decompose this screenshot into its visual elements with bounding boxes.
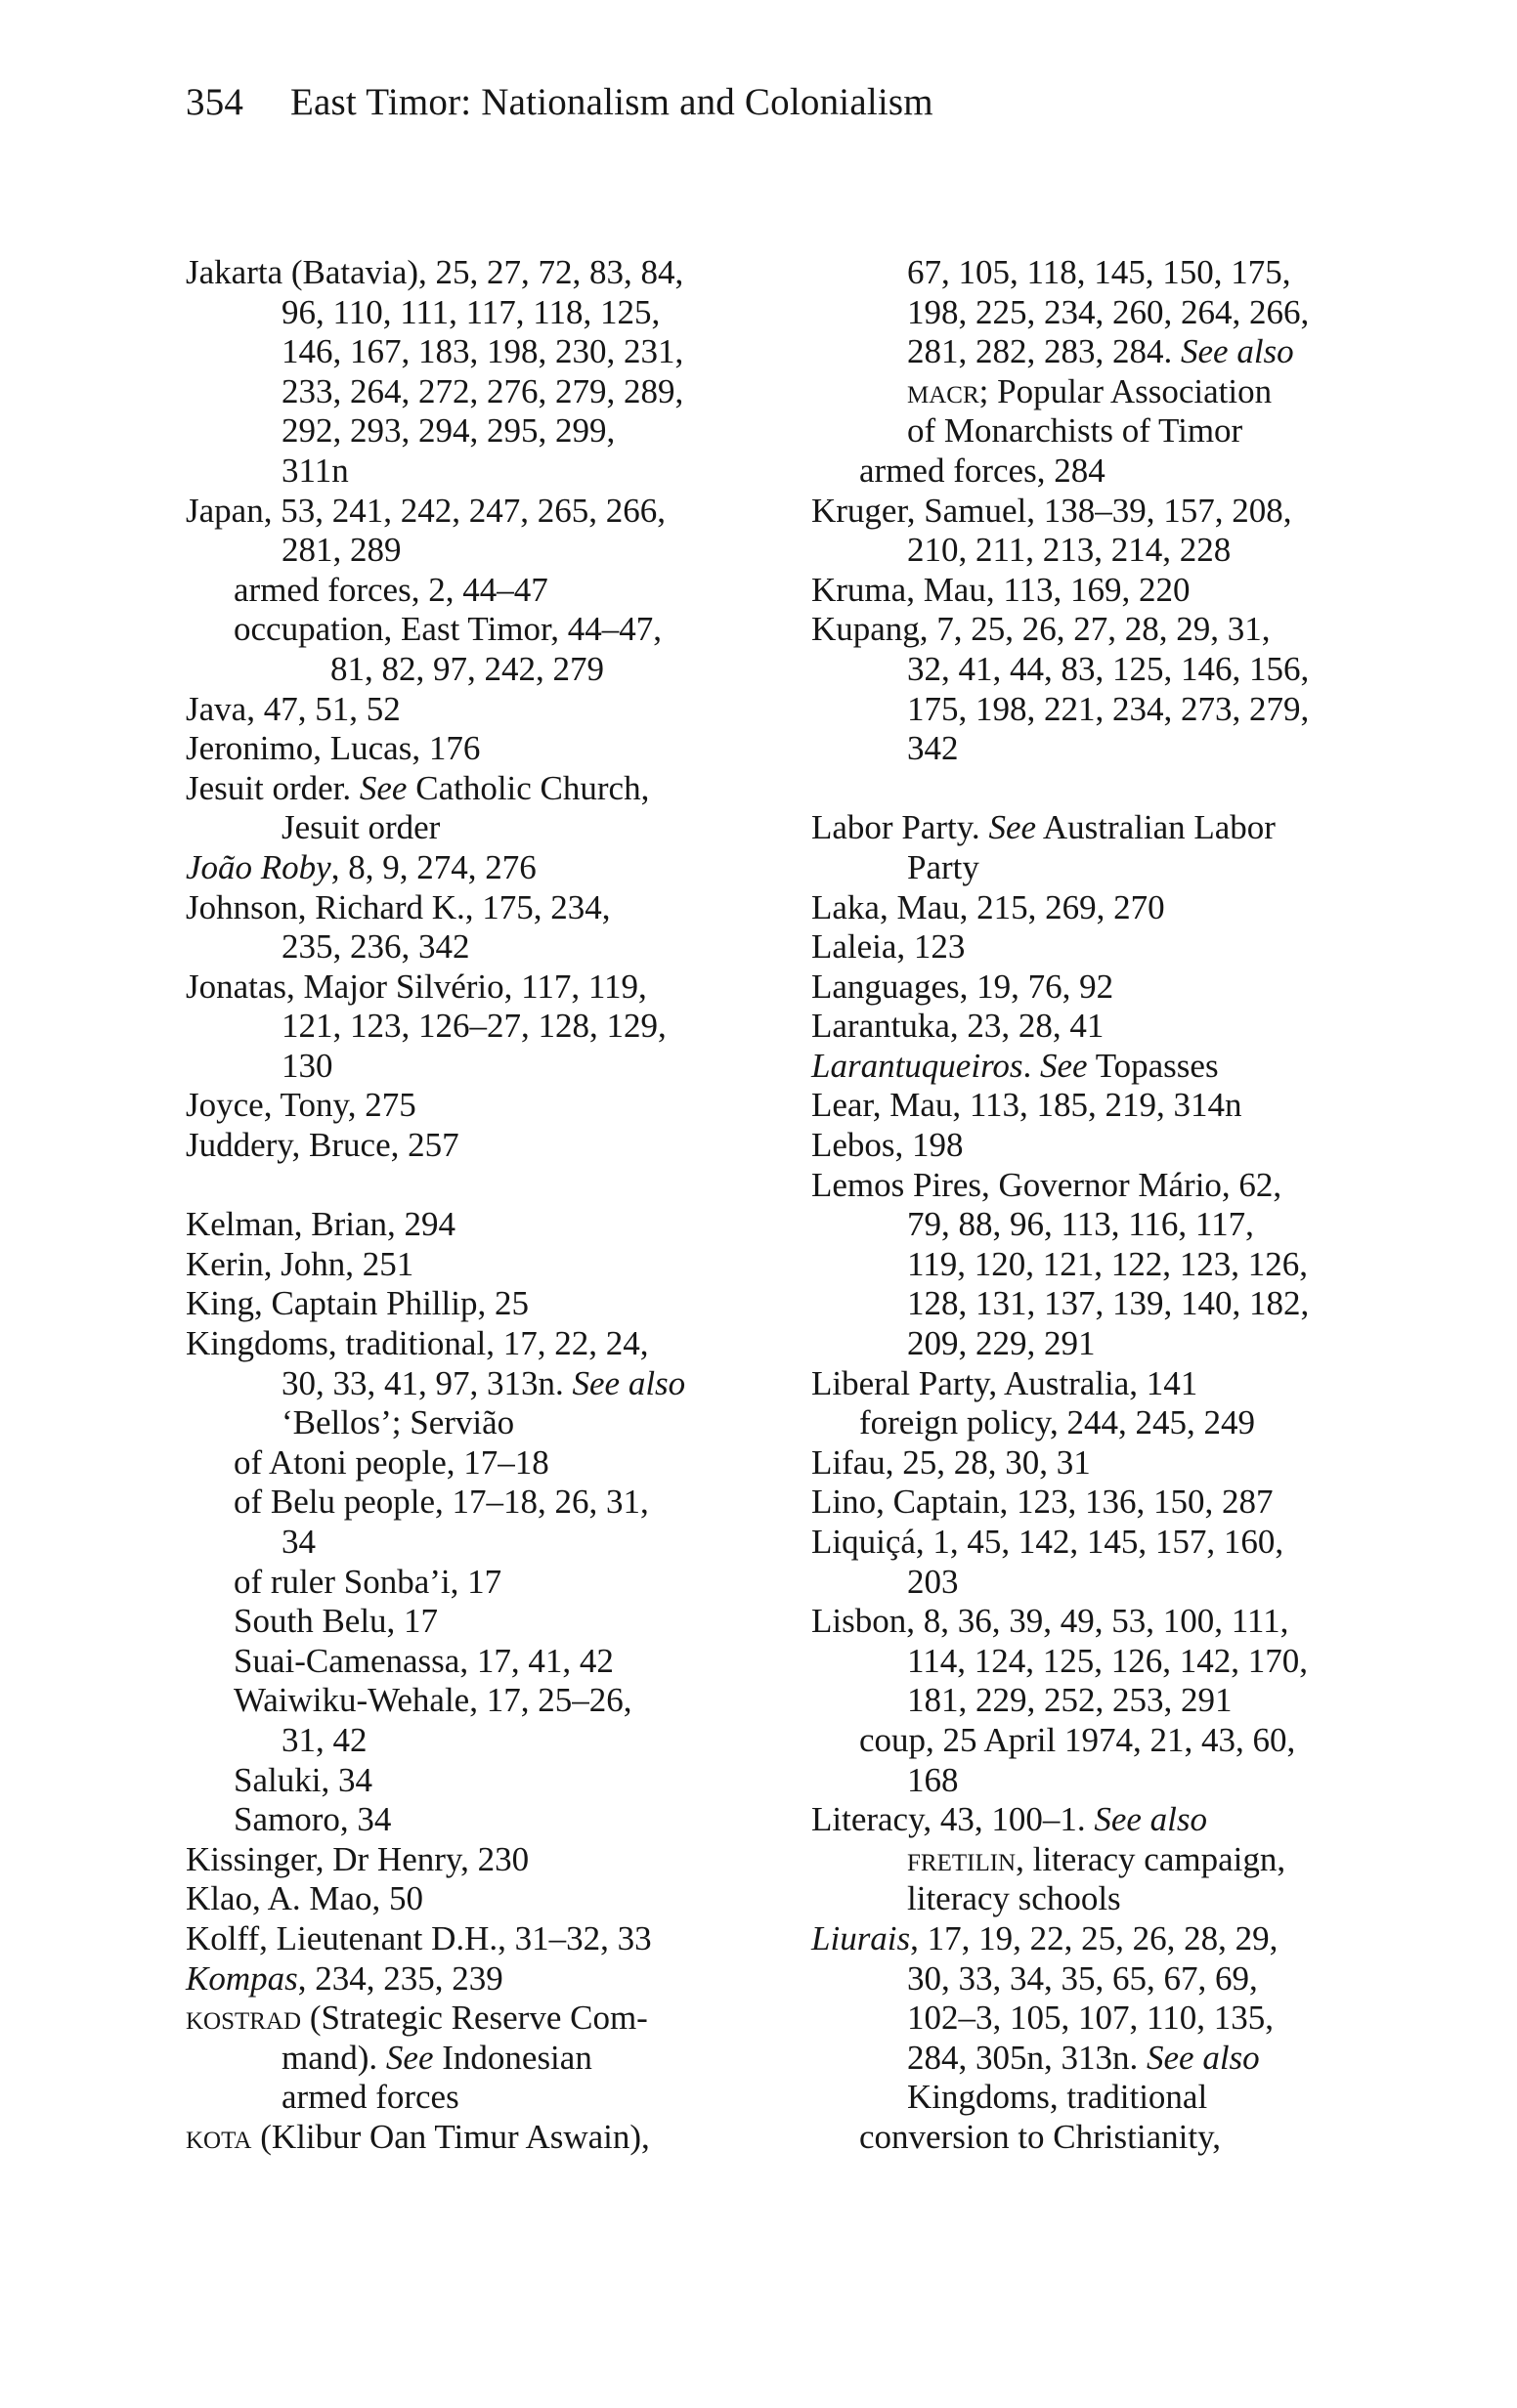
index-entry-continuation: South Belu, 17 <box>234 1602 439 1641</box>
index-entry: Juddery, Bruce, 257 <box>186 1126 459 1165</box>
index-entry-continuation: 34 <box>282 1523 316 1561</box>
index-entry-continuation: 67, 105, 118, 145, 150, 175, <box>907 253 1291 291</box>
index-entry-continuation: 175, 198, 221, 234, 273, 279, <box>907 689 1310 728</box>
index-entry-continuation: 119, 120, 121, 122, 123, 126, <box>907 1244 1308 1283</box>
index-entry: King, Captain Phillip, 25 <box>186 1284 529 1323</box>
index-entry: Lisbon, 8, 36, 39, 49, 53, 100, 111, <box>811 1602 1289 1641</box>
index-entry: Kingdoms, traditional, 17, 22, 24, <box>186 1324 649 1363</box>
index-entry-continuation: Kingdoms, traditional <box>907 2078 1208 2117</box>
index-entry: Liberal Party, Australia, 141 <box>811 1363 1198 1402</box>
index-entry: Kompas, 234, 235, 239 <box>186 1958 503 1998</box>
index-column-right <box>811 253 1359 2158</box>
index-entry: kostrad (Strategic Reserve Com- <box>186 1999 648 2038</box>
index-entry: Java, 47, 51, 52 <box>186 689 401 728</box>
index-entry: Lino, Captain, 123, 136, 150, 287 <box>811 1483 1274 1522</box>
running-header <box>186 80 933 124</box>
index-entry: Lifau, 25, 28, 30, 31 <box>811 1442 1091 1482</box>
index-entry-continuation: Waiwiku-Wehale, 17, 25–26, <box>234 1681 632 1720</box>
index-entry: Lemos Pires, Governor Mário, 62, <box>811 1165 1282 1204</box>
index-entry: Kissinger, Dr Henry, 230 <box>186 1839 530 1878</box>
index-entry-continuation: 233, 264, 272, 276, 279, 289, <box>282 371 684 410</box>
index-entry-continuation: of ruler Sonba’i, 17 <box>234 1562 502 1601</box>
index-entry: Jonatas, Major Silvério, 117, 119, <box>186 967 647 1006</box>
index-entry: Liurais, 17, 19, 22, 25, 26, 28, 29, <box>811 1918 1279 1957</box>
index-entry: Jesuit order. See Catholic Church, <box>186 768 650 807</box>
index-entry: kota (Klibur Oan Timur Aswain), <box>186 2117 650 2156</box>
index-entry: Labor Party. See Australian Labor <box>811 808 1276 847</box>
index-entry-continuation: 146, 167, 183, 198, 230, 231, <box>282 332 684 371</box>
index-entry-continuation: 281, 289 <box>282 531 402 570</box>
index-entry: Klao, A. Mao, 50 <box>186 1879 424 1918</box>
index-entry: Languages, 19, 76, 92 <box>811 967 1114 1006</box>
index-entry-continuation: mand). See Indonesian <box>282 2038 592 2077</box>
index-entry-continuation: 209, 229, 291 <box>907 1324 1096 1363</box>
index-entry: Larantuka, 23, 28, 41 <box>811 1007 1105 1046</box>
index-entry-continuation: of Belu people, 17–18, 26, 31, <box>234 1483 649 1522</box>
index-entry-continuation: armed forces, 284 <box>859 451 1105 490</box>
index-column-left <box>186 253 733 2158</box>
section-gap <box>811 769 1359 809</box>
index-entry-continuation: macr; Popular Association <box>907 371 1273 410</box>
index-entry-continuation: 292, 293, 294, 295, 299, <box>282 411 616 451</box>
index-entry: João Roby, 8, 9, 274, 276 <box>186 847 537 886</box>
index-entry-continuation: occupation, East Timor, 44–47, <box>234 610 663 649</box>
section-gap <box>186 1166 733 1206</box>
index-entry-continuation: 30, 33, 34, 35, 65, 67, 69, <box>907 1958 1258 1998</box>
index-entry: Liquiçá, 1, 45, 142, 145, 157, 160, <box>811 1523 1284 1561</box>
index-entry: Lebos, 198 <box>811 1126 964 1165</box>
index-entry-continuation: 311n <box>282 451 349 490</box>
book-title: East Timor: Nationalism and Colonialism <box>290 81 933 123</box>
index-entry-continuation: literacy schools <box>907 1879 1121 1918</box>
index-entry-continuation: foreign policy, 244, 245, 249 <box>859 1403 1256 1442</box>
index-entry: Japan, 53, 241, 242, 247, 265, 266, <box>186 491 666 530</box>
index-entry-continuation: Samoro, 34 <box>234 1800 392 1839</box>
index-entry-continuation: 96, 110, 111, 117, 118, 125, <box>282 292 661 331</box>
index-entry-continuation: ‘Bellos’; Servião <box>282 1403 515 1442</box>
index-entry-continuation: 168 <box>907 1760 959 1799</box>
index-entry: Kolff, Lieutenant D.H., 31–32, 33 <box>186 1918 652 1957</box>
index-entry: Literacy, 43, 100–1. See also <box>811 1800 1207 1839</box>
index-entry-continuation: 181, 229, 252, 253, 291 <box>907 1681 1233 1720</box>
index-entry-continuation: 198, 225, 234, 260, 264, 266, <box>907 292 1310 331</box>
index-entry-continuation: Jesuit order <box>282 808 441 847</box>
index-entry-continuation: of Atoni people, 17–18 <box>234 1442 549 1482</box>
index-entry-continuation: 31, 42 <box>282 1720 368 1759</box>
index-entry-continuation: 81, 82, 97, 242, 279 <box>330 649 604 688</box>
index-entry-continuation: 79, 88, 96, 113, 116, 117, <box>907 1205 1254 1244</box>
index-entry-continuation: Saluki, 34 <box>234 1760 372 1799</box>
index-entry-continuation: fretilin, literacy campaign, <box>907 1839 1286 1878</box>
index-entry-continuation: 102–3, 105, 107, 110, 135, <box>907 1999 1274 2038</box>
index-entry: Kupang, 7, 25, 26, 27, 28, 29, 31, <box>811 610 1271 649</box>
index-entry-continuation: 130 <box>282 1046 333 1085</box>
index-entry: Jeronimo, Lucas, 176 <box>186 729 481 768</box>
index-entry: Kerin, John, 251 <box>186 1244 414 1283</box>
index-entry-continuation: coup, 25 April 1974, 21, 43, 60, <box>859 1720 1296 1759</box>
index-entry-continuation: 284, 305n, 313n. See also <box>907 2038 1260 2077</box>
index-entry-continuation: armed forces <box>282 2078 459 2117</box>
page-number: 354 <box>186 81 244 123</box>
index-entry-continuation: 128, 131, 137, 139, 140, 182, <box>907 1284 1310 1323</box>
index-entry-continuation: armed forces, 2, 44–47 <box>234 570 548 609</box>
index-entry-continuation: 342 <box>907 729 959 768</box>
index-entry: Kruma, Mau, 113, 169, 220 <box>811 570 1191 609</box>
index-entry-continuation: 210, 211, 213, 214, 228 <box>907 531 1232 570</box>
index-entry-continuation: 281, 282, 283, 284. See also <box>907 332 1294 371</box>
index-entry-continuation: 121, 123, 126–27, 128, 129, <box>282 1007 667 1046</box>
index-entry-continuation: Suai-Camenassa, 17, 41, 42 <box>234 1641 614 1680</box>
index-entry: Joyce, Tony, 275 <box>186 1086 416 1125</box>
index-entry: Jakarta (Batavia), 25, 27, 72, 83, 84, <box>186 253 684 291</box>
index-entry-continuation: 235, 236, 342 <box>282 927 470 967</box>
index-entry-continuation: 114, 124, 125, 126, 142, 170, <box>907 1641 1308 1680</box>
index-entry: Kruger, Samuel, 138–39, 157, 208, <box>811 491 1292 530</box>
index-entry-continuation: 203 <box>907 1562 959 1601</box>
index-entry: Johnson, Richard K., 175, 234, <box>186 887 611 926</box>
index-entry: Laka, Mau, 215, 269, 270 <box>811 887 1165 926</box>
index-entry: Larantuqueiros. See Topasses <box>811 1046 1219 1085</box>
index-entry-continuation: 32, 41, 44, 83, 125, 146, 156, <box>907 649 1310 688</box>
index-entry-continuation: of Monarchists of Timor <box>907 411 1243 451</box>
index-entry: Lear, Mau, 113, 185, 219, 314n <box>811 1086 1242 1125</box>
index-entry-continuation: conversion to Christianity, <box>859 2117 1222 2156</box>
index-entry: Laleia, 123 <box>811 927 966 967</box>
index-entry-continuation: 30, 33, 41, 97, 313n. See also <box>282 1363 686 1402</box>
index-entry: Kelman, Brian, 294 <box>186 1205 456 1244</box>
index-entry-continuation: Party <box>907 847 979 886</box>
